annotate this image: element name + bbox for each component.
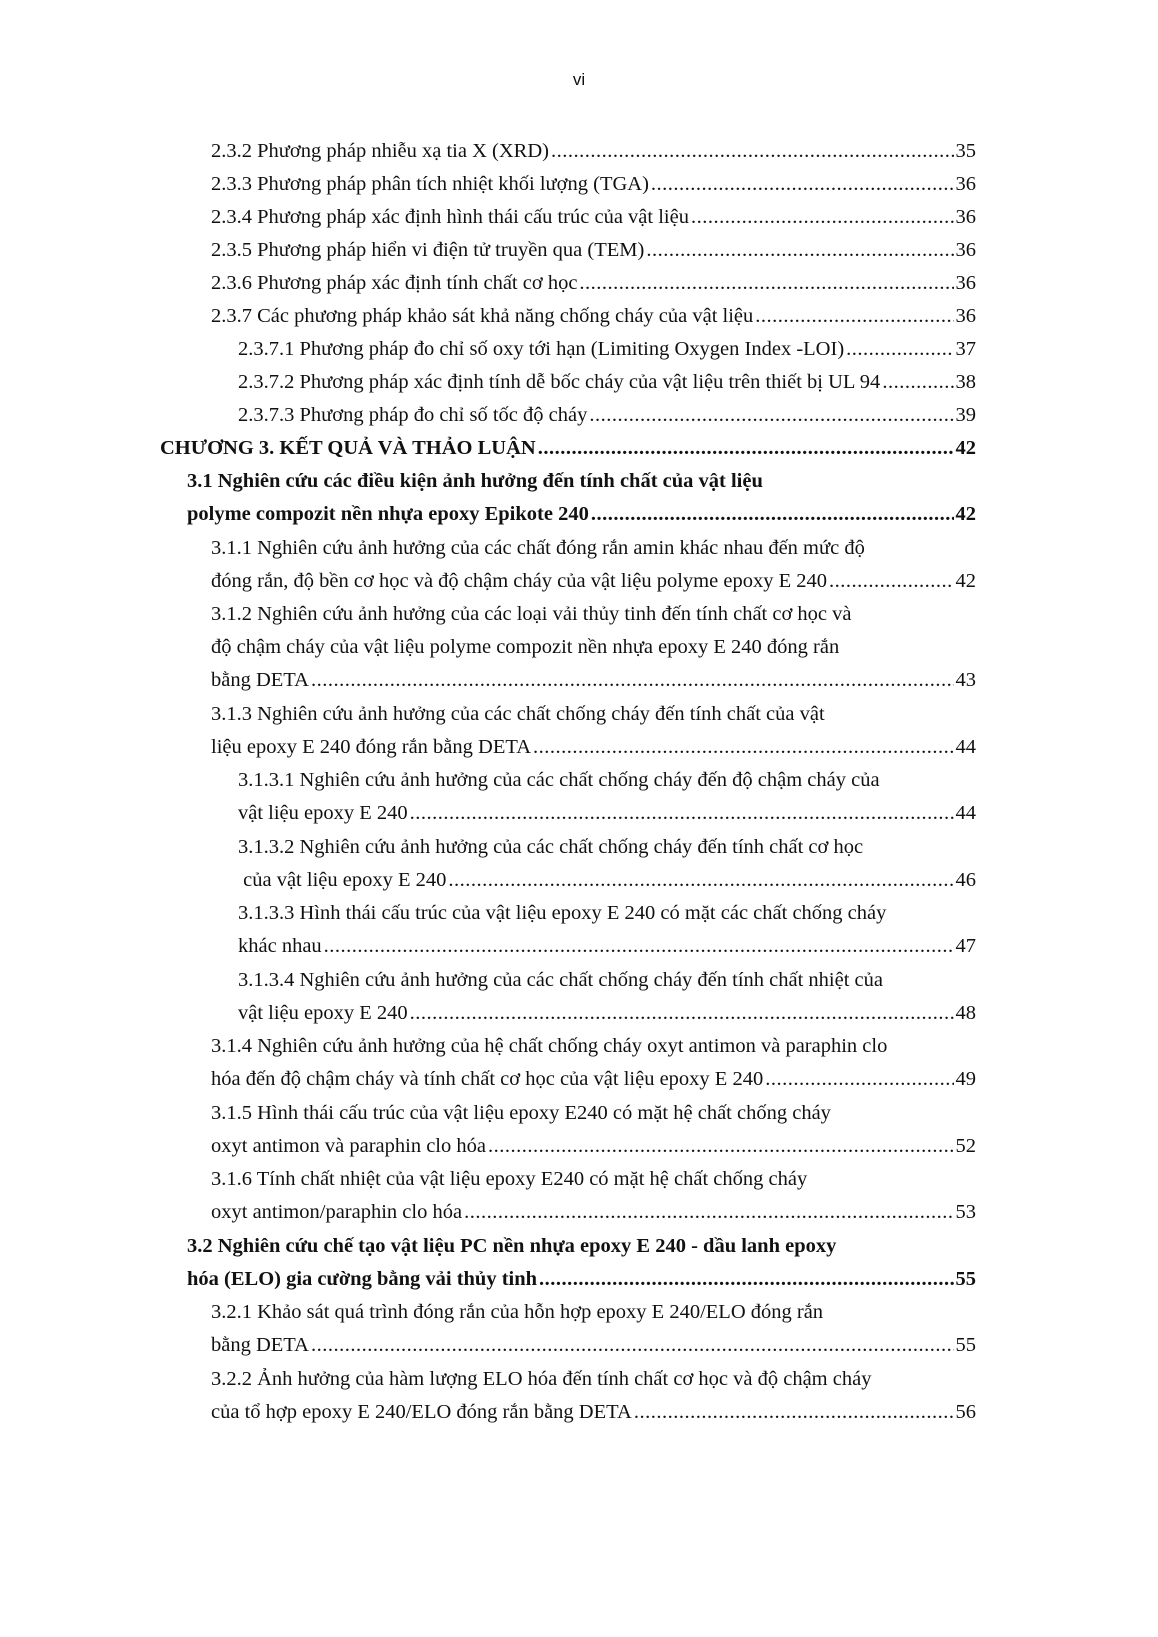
toc-entry[interactable] (238, 398, 976, 432)
leader-dots (846, 332, 953, 366)
toc-entry-page: 44 (955, 736, 976, 758)
leader-dots (691, 200, 954, 234)
leader-dots (311, 1328, 954, 1362)
leader-dots (311, 663, 954, 697)
toc-entry-page: 53 (955, 1201, 976, 1223)
toc-entry-title: đóng rắn, độ bền cơ học và độ chậm cháy của vật liệu polyme epoxy E 240 (211, 570, 827, 592)
toc-entry-title: 2.3.3 Phương pháp phân tích nhiệt khối lượng (TGA) (211, 173, 649, 195)
leader-dots (765, 1062, 953, 1096)
toc-entry-title: bằng DETA (211, 669, 309, 691)
leader-dots (589, 398, 953, 432)
toc-section-heading[interactable]: 3.2 Nghiên cứu chế tạo vật liệu PC nền nhựa epoxy E 240 - dầu lanh epoxy (187, 1235, 837, 1257)
toc-entry-title: 2.3.7 Các phương pháp khảo sát khả năng chống cháy của vật liệu (211, 305, 754, 327)
toc-entry[interactable] (211, 266, 976, 300)
toc-entry-page: 47 (955, 935, 976, 957)
toc-entry[interactable] (211, 1062, 976, 1096)
leader-dots (538, 431, 954, 465)
toc-entry-line[interactable]: 3.2.2 Ảnh hưởng của hàm lượng ELO hóa đến tính chất cơ học và độ chậm cháy (211, 1368, 872, 1390)
toc-entry-page: 48 (955, 1002, 976, 1024)
toc-entry-title: của vật liệu epoxy E 240 (238, 869, 447, 891)
toc-entry-title: 2.3.7.2 Phương pháp xác định tính dễ bốc cháy của vật liệu trên thiết bị UL 94 (238, 371, 881, 393)
page-number: vi (572, 70, 586, 89)
leader-dots (646, 233, 953, 267)
toc-entry[interactable] (211, 730, 976, 764)
toc-entry-line[interactable]: 3.1.2 Nghiên cứu ảnh hưởng của các loại vải thủy tinh đến tính chất cơ học và (211, 603, 852, 625)
toc-entry-page: 49 (955, 1068, 976, 1090)
toc-entry-title: vật liệu epoxy E 240 (238, 802, 408, 824)
toc-entry-page: 42 (955, 437, 976, 459)
leader-dots (579, 266, 953, 300)
toc-entry-title: của tổ hợp epoxy E 240/ELO đóng rắn bằng DETA (211, 1401, 632, 1423)
toc-entry-title: 2.3.7.3 Phương pháp đo chỉ số tốc độ cháy (238, 404, 588, 426)
toc-entry-page: 42 (955, 503, 976, 525)
toc-entry-page: 36 (955, 206, 976, 228)
toc-entry-page: 43 (955, 669, 976, 691)
toc-entry-line[interactable]: 3.1.6 Tính chất nhiệt của vật liệu epoxy E240 có mặt hệ chất chống cháy (211, 1168, 808, 1190)
toc-entry-page: 36 (955, 272, 976, 294)
toc-entry-line[interactable]: 3.1.3 Nghiên cứu ảnh hưởng của các chất chống cháy đến tính chất của vật (211, 703, 825, 725)
toc-entry-line[interactable]: 3.1.3.4 Nghiên cứu ảnh hưởng của các chất chống cháy đến tính chất nhiệt của (238, 969, 883, 991)
toc-entry-title: CHƯƠNG 3. KẾT QUẢ VÀ THẢO LUẬN (160, 437, 536, 459)
leader-dots (488, 1129, 954, 1163)
toc-entry-title: 2.3.6 Phương pháp xác định tính chất cơ học (211, 272, 578, 294)
toc-section-heading[interactable]: 3.1 Nghiên cứu các điều kiện ảnh hưởng đến tính chất của vật liệu (187, 470, 763, 492)
toc-entry[interactable] (211, 564, 976, 598)
toc-entry[interactable] (211, 299, 976, 333)
toc-entry[interactable] (211, 1395, 976, 1429)
toc-entry-page: 36 (955, 305, 976, 327)
toc-entry[interactable] (211, 663, 976, 697)
toc-entry[interactable] (211, 200, 976, 234)
leader-dots (539, 1262, 953, 1296)
toc-entry-title: 2.3.5 Phương pháp hiển vi điện tử truyền qua (TEM) (211, 239, 645, 261)
leader-dots (829, 564, 954, 598)
toc-entry-title: liệu epoxy E 240 đóng rắn bằng DETA (211, 736, 532, 758)
toc-entry[interactable] (238, 929, 976, 963)
toc-entry-line[interactable]: 3.1.3.3 Hình thái cấu trúc của vật liệu epoxy E 240 có mặt các chất chống cháy (238, 902, 887, 924)
toc-entry-title: oxyt antimon và paraphin clo hóa (211, 1135, 486, 1157)
toc-entry[interactable] (211, 134, 976, 168)
toc-entry-line[interactable]: 3.1.5 Hình thái cấu trúc của vật liệu epoxy E240 có mặt hệ chất chống cháy (211, 1102, 831, 1124)
toc-entry-page: 36 (955, 239, 976, 261)
toc-entry[interactable] (211, 167, 976, 201)
toc-entry-line[interactable]: độ chậm cháy của vật liệu polyme compozit nền nhựa epoxy E 240 đóng rắn (211, 636, 840, 658)
toc-entry-title: polyme compozit nền nhựa epoxy Epikote 240 (187, 503, 589, 525)
leader-dots (651, 167, 954, 201)
toc-entry[interactable] (211, 1195, 976, 1229)
toc-entry-page: 55 (955, 1334, 976, 1356)
toc-entry-page: 36 (955, 173, 976, 195)
leader-dots (591, 497, 954, 531)
toc-entry-page: 56 (955, 1401, 976, 1423)
toc-entry-line[interactable]: 3.1.4 Nghiên cứu ảnh hưởng của hệ chất chống cháy oxyt antimon và paraphin clo (211, 1035, 888, 1057)
toc-entry-title: 2.3.2 Phương pháp nhiễu xạ tia X (XRD) (211, 140, 549, 162)
toc-entry[interactable] (238, 863, 976, 897)
toc-entry-page: 52 (955, 1135, 976, 1157)
toc-entry-page: 55 (955, 1268, 976, 1290)
toc-entry-page: 38 (955, 371, 976, 393)
toc-entry[interactable] (187, 497, 976, 531)
toc-entry-line[interactable]: 3.1.3.1 Nghiên cứu ảnh hưởng của các chất chống cháy đến độ chậm cháy của (238, 769, 880, 791)
toc-entry-line[interactable]: 3.1.3.2 Nghiên cứu ảnh hưởng của các chất chống cháy đến tính chất cơ học (238, 836, 864, 858)
toc-entry-page: 37 (955, 338, 976, 360)
toc-entry-title: khác nhau (238, 935, 322, 957)
leader-dots (533, 730, 953, 764)
toc-entry-title: vật liệu epoxy E 240 (238, 1002, 408, 1024)
leader-dots (410, 796, 954, 830)
toc-entry[interactable] (238, 796, 976, 830)
toc-entry-page: 44 (955, 802, 976, 824)
leader-dots (464, 1195, 953, 1229)
leader-dots (410, 996, 954, 1030)
toc-entry-title: bằng DETA (211, 1334, 309, 1356)
leader-dots (755, 299, 953, 333)
toc-entry[interactable] (187, 1262, 976, 1296)
toc-entry[interactable] (211, 233, 976, 267)
toc-entry-line[interactable]: 3.1.1 Nghiên cứu ảnh hưởng của các chất đóng rắn amin khác nhau đến mức độ (211, 537, 865, 559)
leader-dots (551, 134, 954, 168)
toc-entry[interactable] (238, 365, 976, 399)
toc-entry-page: 35 (955, 140, 976, 162)
toc-entry-title: oxyt antimon/paraphin clo hóa (211, 1201, 463, 1223)
leader-dots (324, 929, 954, 963)
toc-entry[interactable] (211, 1328, 976, 1362)
toc-entry-title: 2.3.4 Phương pháp xác định hình thái cấu trúc của vật liệu (211, 206, 689, 228)
leader-dots (882, 365, 953, 399)
toc-entry-page: 39 (955, 404, 976, 426)
toc-entry-page: 46 (955, 869, 976, 891)
toc-chapter-heading[interactable] (160, 431, 976, 465)
toc-entry-title: 2.3.7.1 Phương pháp đo chỉ số oxy tới hạn (Limiting Oxygen Index -LOI) (238, 338, 845, 360)
toc-entry[interactable] (238, 332, 976, 366)
toc-entry[interactable] (238, 996, 976, 1030)
toc-entry-page: 42 (955, 570, 976, 592)
leader-dots (448, 863, 953, 897)
leader-dots (634, 1395, 954, 1429)
toc-entry-title: hóa đến độ chậm cháy và tính chất cơ học của vật liệu epoxy E 240 (211, 1068, 764, 1090)
toc-entry-line[interactable]: 3.2.1 Khảo sát quá trình đóng rắn của hỗn hợp epoxy E 240/ELO đóng rắn (211, 1301, 824, 1323)
toc-entry[interactable] (211, 1129, 976, 1163)
toc-entry-title: hóa (ELO) gia cường bằng vải thủy tinh (187, 1268, 538, 1290)
